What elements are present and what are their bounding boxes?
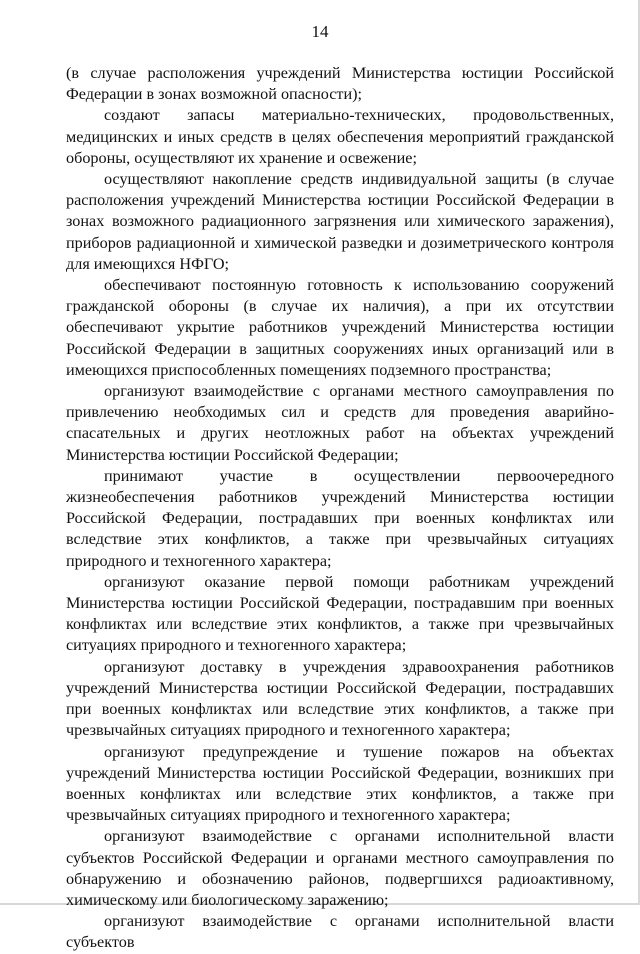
paragraph: организуют доставку в учреждения здравоохранения работников учреждений Министерства юстиции Российской Федерации, пострадавших при военных конфликтах или вследствие этих конфликтов, а также при чрезвычайных ситуациях природного и техногенного характера;	[66, 657, 614, 740]
paragraph: организуют предупреждение и тушение пожаров на объектах учреждений Министерства юстиции Российской Федерации, возникших при военных конфликтах или вследствие этих конфликтов, а также при чрезвычайных ситуациях природного и техногенного характера;	[66, 742, 614, 825]
paragraph: организуют взаимодействие с органами исполнительной власти субъектов Российской Федерации и органами местного самоуправления по обнаружению и обозначению районов, подвергшихся радиоактивному, химическому или биологическому заражению;	[66, 827, 614, 909]
paragraph: (в случае расположения учреждений Министерства юстиции Российской Федерации в зонах возможной опасности);	[66, 64, 614, 104]
paragraph: организуют взаимодействие с органами местного самоуправления по привлечению необходимых сил и средств для проведения аварийно-спасательных и других неотложных работ на объектах учреждений Министерства юстиции Российской Федерации;	[66, 382, 614, 464]
paragraph: организуют оказание первой помощи работникам учреждений Министерства юстиции Российской Федерации, пострадавшим при военных конфликтах или вследствие этих конфликтов, а также при чрезвычайных ситуациях природного и техногенного характера;	[66, 572, 614, 655]
paragraph: принимают участие в осуществлении первоочередного жизнеобеспечения работников учреждений Министерства юстиции Российской Федерации, пострадавших при военных конфликтах или вследствие этих конфликтов, а также при чрезвычайных ситуациях природного и техногенного характера;	[66, 466, 614, 570]
paragraph: обеспечивают постоянную готовность к использованию сооружений гражданской обороны (в случае их наличия), а при их отсутствии обеспечивают укрытие работников учреждений Министерства юстиции Российской Федерации в защитных сооружениях иных организаций или в имеющихся приспособленных помещениях подземного пространства;	[66, 276, 614, 379]
document-body	[66, 63, 614, 954]
paragraph: осуществляют накопление средств индивидуальной защиты (в случае расположения учреждений Министерства юстиции Российской Федерации в зонах возможного радиационного загрязнения или химического заражения), приборов радиационной и химической разведки и дозиметрического контроля для имеющихся НФГО;	[66, 170, 614, 273]
paragraph: организуют взаимодействие с органами исполнительной власти субъектов	[66, 912, 614, 952]
paragraph: создают запасы материально-технических, продовольственных, медицинских и иных средств в целях обеспечения мероприятий гражданской обороны, осуществляют их хранение и освежение;	[66, 106, 614, 167]
page-number: 14	[311, 22, 329, 41]
